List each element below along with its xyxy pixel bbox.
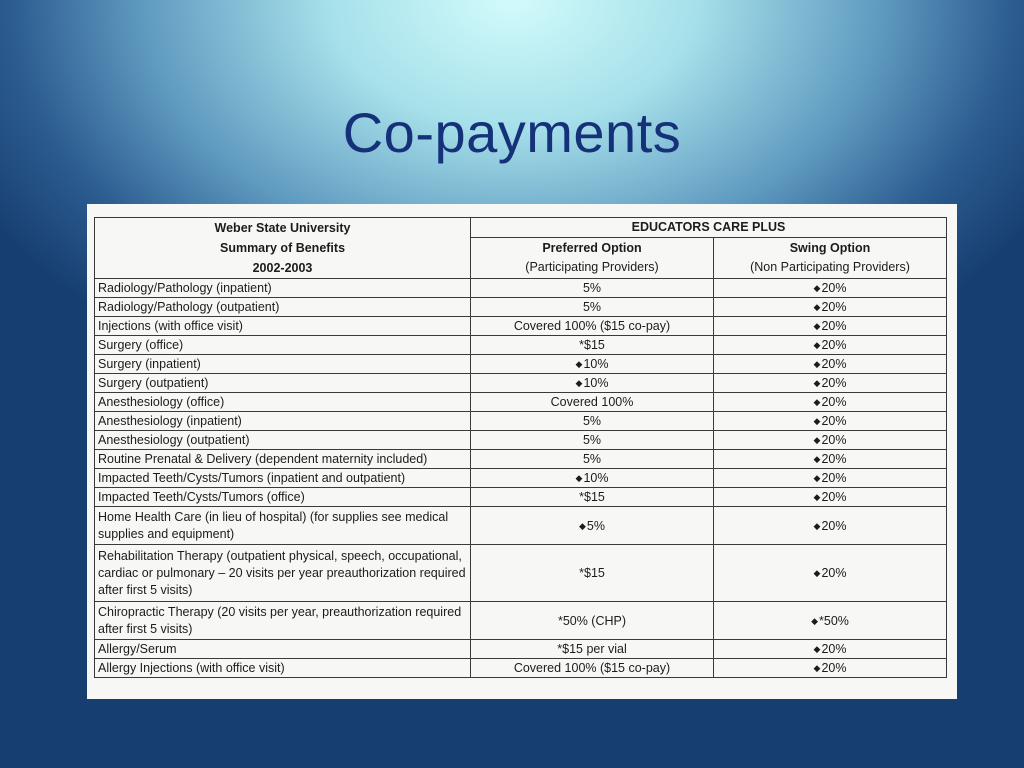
diamond-marker-icon: ◆ xyxy=(813,644,821,654)
table-row xyxy=(95,602,947,640)
preferred-cell xyxy=(471,412,714,431)
year-label: 2002-2003 xyxy=(252,261,313,275)
swing-cell xyxy=(714,298,947,317)
copay-value: 10% xyxy=(583,376,609,390)
swing-cell xyxy=(714,279,947,298)
swing-cell xyxy=(714,412,947,431)
service-cell: Anesthesiology (outpatient) xyxy=(95,431,471,450)
diamond-marker-icon: ◆ xyxy=(579,520,586,531)
diamond-marker-icon: ◆ xyxy=(813,359,821,369)
copay-value: 20% xyxy=(821,566,847,580)
table-row xyxy=(95,374,947,393)
service-cell: Injections (with office visit) xyxy=(95,317,471,336)
copay-value: 5% xyxy=(582,452,602,466)
table-row xyxy=(95,412,947,431)
copay-value: 20% xyxy=(821,376,847,390)
swing-cell xyxy=(714,659,947,678)
preferred-cell xyxy=(471,374,714,393)
plan-name-header: EDUCATORS CARE PLUS xyxy=(471,218,947,238)
swing-cell xyxy=(714,336,947,355)
preferred-cell xyxy=(471,317,714,336)
preferred-cell xyxy=(471,393,714,412)
slide-title: Co-payments xyxy=(342,101,682,164)
swing-cell xyxy=(714,488,947,507)
preferred-option-sub: (Participating Providers) xyxy=(525,259,659,274)
copay-value: 10% xyxy=(583,471,609,485)
table-row xyxy=(95,450,947,469)
table-row xyxy=(95,393,947,412)
table-row xyxy=(95,298,947,317)
benefits-table-image xyxy=(87,204,957,699)
preferred-cell xyxy=(471,545,714,602)
preferred-option-header xyxy=(471,237,714,278)
copay-value: 20% xyxy=(821,452,847,466)
preferred-cell xyxy=(471,602,714,640)
table-row xyxy=(95,355,947,374)
copay-value: 5% xyxy=(582,414,602,428)
service-cell: Routine Prenatal & Delivery (dependent maternity included) xyxy=(95,450,471,469)
org-name: Weber State University xyxy=(214,221,351,235)
copay-value: 10% xyxy=(583,357,609,371)
copay-value: 20% xyxy=(821,414,847,428)
benefits-table xyxy=(94,217,947,678)
preferred-cell xyxy=(471,659,714,678)
preferred-cell xyxy=(471,450,714,469)
copay-value: *50% (CHP) xyxy=(557,613,627,628)
preferred-cell xyxy=(471,507,714,545)
copay-value: 5% xyxy=(586,518,605,533)
diamond-marker-icon: ◆ xyxy=(813,283,821,293)
diamond-marker-icon: ◆ xyxy=(813,302,821,312)
copay-value: 20% xyxy=(821,281,847,295)
swing-cell xyxy=(714,602,947,640)
table-row xyxy=(95,336,947,355)
copay-value: 5% xyxy=(582,300,602,314)
preferred-cell xyxy=(471,279,714,298)
service-cell: Allergy/Serum xyxy=(95,640,471,659)
preferred-cell xyxy=(471,355,714,374)
table-row xyxy=(95,469,947,488)
service-cell: Chiropractic Therapy (20 visits per year, preauthorization required after first 5 visits) xyxy=(95,602,471,640)
copay-value: 20% xyxy=(821,642,847,656)
copay-value: *$15 xyxy=(579,566,605,580)
copay-value: 5% xyxy=(582,433,602,447)
swing-option-header xyxy=(714,237,947,278)
diamond-marker-icon: ◆ xyxy=(575,473,583,483)
table-row xyxy=(95,640,947,659)
copay-value: 20% xyxy=(821,319,847,333)
copay-value: 20% xyxy=(821,490,847,504)
swing-cell xyxy=(714,393,947,412)
diamond-marker-icon: ◆ xyxy=(813,321,821,331)
swing-option-title: Swing Option xyxy=(789,240,871,255)
copay-value: *$15 xyxy=(579,338,605,352)
copay-value: 20% xyxy=(821,471,847,485)
copay-value: Covered 100% ($15 co-pay) xyxy=(513,319,671,333)
copay-value: Covered 100% ($15 co-pay) xyxy=(513,661,671,675)
copay-value: *$15 xyxy=(579,490,605,504)
copay-value: 5% xyxy=(582,281,602,295)
copay-value: 20% xyxy=(821,338,847,352)
table-row xyxy=(95,545,947,602)
service-cell: Home Health Care (in lieu of hospital) (for supplies see medical supplies and equipment) xyxy=(95,507,471,545)
swing-cell xyxy=(714,545,947,602)
swing-cell xyxy=(714,374,947,393)
swing-cell xyxy=(714,640,947,659)
swing-cell xyxy=(714,317,947,336)
service-cell: Anesthesiology (office) xyxy=(95,393,471,412)
swing-cell xyxy=(714,469,947,488)
preferred-cell xyxy=(471,469,714,488)
copay-value: 20% xyxy=(821,395,847,409)
diamond-marker-icon: ◆ xyxy=(813,454,821,464)
copay-value: 20% xyxy=(821,357,847,371)
diamond-marker-icon: ◆ xyxy=(813,473,821,483)
service-cell: Anesthesiology (inpatient) xyxy=(95,412,471,431)
table-row xyxy=(95,317,947,336)
service-cell: Surgery (outpatient) xyxy=(95,374,471,393)
preferred-cell xyxy=(471,431,714,450)
table-row xyxy=(95,488,947,507)
preferred-cell xyxy=(471,640,714,659)
copay-value: 20% xyxy=(821,661,847,675)
diamond-marker-icon: ◆ xyxy=(575,378,583,388)
diamond-marker-icon: ◆ xyxy=(575,359,583,369)
table-header-row-1 xyxy=(95,218,947,238)
summary-label: Summary of Benefits xyxy=(219,241,346,255)
diamond-marker-icon: ◆ xyxy=(813,492,821,502)
org-header-cell xyxy=(95,218,471,279)
copay-value: 20% xyxy=(821,300,847,314)
diamond-marker-icon: ◆ xyxy=(811,615,819,626)
diamond-marker-icon: ◆ xyxy=(813,397,821,407)
service-cell: Radiology/Pathology (inpatient) xyxy=(95,279,471,298)
preferred-cell xyxy=(471,336,714,355)
table-row xyxy=(95,507,947,545)
service-cell: Rehabilitation Therapy (outpatient physical, speech, occupational, cardiac or pulmonary – 20 visits per year preauthorization required after first 5 visits) xyxy=(95,545,471,602)
swing-cell xyxy=(714,355,947,374)
diamond-marker-icon: ◆ xyxy=(813,663,821,673)
copay-value: Covered 100% xyxy=(550,395,634,409)
service-cell: Surgery (office) xyxy=(95,336,471,355)
swing-cell xyxy=(714,450,947,469)
preferred-cell xyxy=(471,298,714,317)
service-cell: Radiology/Pathology (outpatient) xyxy=(95,298,471,317)
swing-cell xyxy=(714,431,947,450)
service-cell: Impacted Teeth/Cysts/Tumors (office) xyxy=(95,488,471,507)
diamond-marker-icon: ◆ xyxy=(813,435,821,445)
service-cell: Impacted Teeth/Cysts/Tumors (inpatient and outpatient) xyxy=(95,469,471,488)
service-cell: Allergy Injections (with office visit) xyxy=(95,659,471,678)
diamond-marker-icon: ◆ xyxy=(813,520,821,531)
table-row xyxy=(95,659,947,678)
swing-cell xyxy=(714,507,947,545)
copay-value: *$15 per vial xyxy=(557,642,627,656)
diamond-marker-icon: ◆ xyxy=(813,416,821,426)
service-cell: Surgery (inpatient) xyxy=(95,355,471,374)
table-row xyxy=(95,431,947,450)
copay-value: 20% xyxy=(821,433,847,447)
table-row xyxy=(95,279,947,298)
preferred-cell xyxy=(471,488,714,507)
preferred-option-title: Preferred Option xyxy=(542,240,642,255)
diamond-marker-icon: ◆ xyxy=(813,378,821,388)
swing-option-sub: (Non Participating Providers) xyxy=(750,259,910,274)
copay-value: *50% xyxy=(819,613,849,628)
copay-value: 20% xyxy=(821,518,847,533)
diamond-marker-icon: ◆ xyxy=(813,568,821,578)
diamond-marker-icon: ◆ xyxy=(813,340,821,350)
